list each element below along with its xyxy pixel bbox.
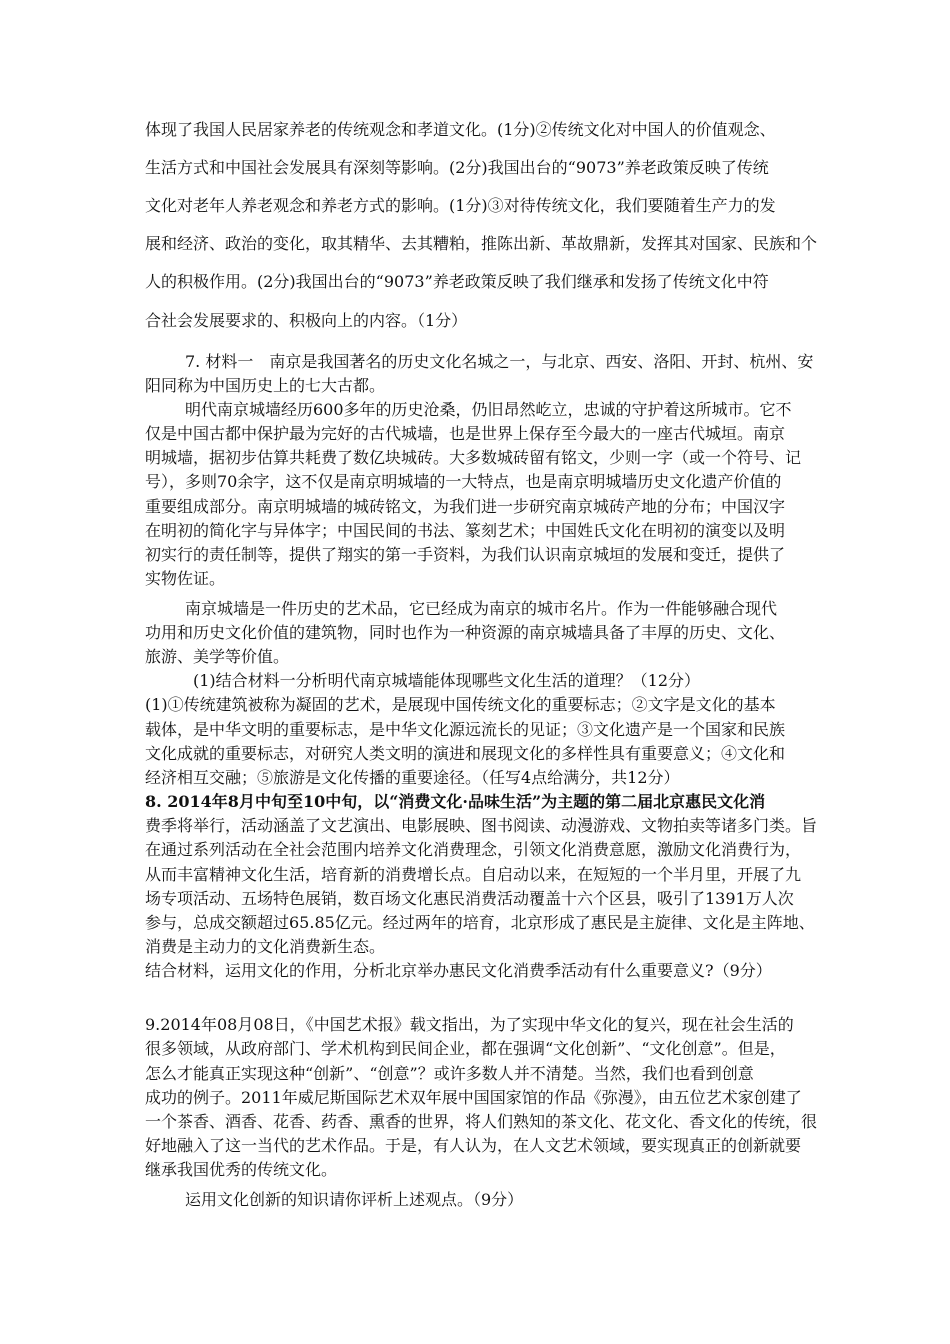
question-7-answer: 经济相互交融；⑤旅游是文化传播的重要途径。（任写4点给满分，共12分） [145,768,680,787]
question-8-line: 在通过系列活动在全社会范围内培养文化消费理念，引领文化消费意愿，激励文化消费行为， [145,840,802,859]
question-9-line: 一个茶香、酒香、花香、药香、熏香的世界，将人们熟知的茶文化、花文化、香文化的传统，很 [145,1112,818,1131]
answer-line: 人的积极作用。(2分)我国出台的“9073”养老政策反映了我们继承和发扬了传统文化中符 [145,272,769,291]
question-7-line: 仅是中国古都中保护最为完好的古代城墙，也是世界上保存至今最大的一座古代城垣。南京 [145,424,786,443]
question-9-line: 成功的例子。2011年威尼斯国际艺术双年展中国国家馆的作品《弥漫》，由五位艺术家创建了 [145,1088,802,1107]
answer-line: 体现了我国人民居家养老的传统观念和孝道文化。(1分)②传统文化对中国人的价值观念、 [145,120,776,139]
answer-line: 文化对老年人养老观念和养老方式的影响。(1分)③对待传统文化，我们要随着生产力的发 [145,196,776,215]
question-7-line: 实物佐证。 [145,569,226,588]
answer-line: 合社会发展要求的、积极向上的内容。（1分） [145,311,468,330]
question-7-line: 重要组成部分。南京明城墙的城砖铭文，为我们进一步研究南京城砖产地的分布；中国汉字 [145,497,786,516]
question-9-line: 很多领域，从政府部门、学术机构到民间企业，都在强调“文化创新”、“文化创意”。但是， [145,1039,786,1058]
question-7-line: 初实行的责任制等，提供了翔实的第一手资料，为我们认识南京城垣的发展和变迁，提供了 [145,545,786,564]
question-7-answer: 文化成就的重要标志，对研究人类文明的演进和展现文化的多样性具有重要意义；④文化和 [145,744,786,763]
question-7-line: 号），多则70余字，这不仅是南京明城墙的一大特点，也是南京明城墙历史文化遗产价值的 [145,472,782,491]
question-7-line: 旅游、美学等价值。 [145,647,290,666]
answer-line: 生活方式和中国社会发展具有深刻等影响。(2分)我国出台的“9073”养老政策反映了传统 [145,158,769,177]
question-9-line: 好地融入了这一当代的艺术作品。于是，有人认为，在人文艺术领域，要实现真正的创新就要 [145,1136,802,1155]
question-8-line: 从而丰富精神文化生活，培育新的消费增长点。自启动以来，在短短的一个半月里，开展了九 [145,865,802,884]
question-9-prompt: 运用文化创新的知识请你评析上述观点。（9分） [185,1190,524,1209]
question-7-answer: (1)①传统建筑被称为凝固的艺术，是展现中国传统文化的重要标志；②文字是文化的基本 [145,695,776,714]
question-7-answer: 载体，是中华文明的重要标志，是中华文化源远流长的见证；③文化遗产是一个国家和民族 [145,720,786,739]
question-7-line: 在明初的简化字与异体字；中国民间的书法、篆刻艺术；中国姓氏文化在明初的演变以及明 [145,521,786,540]
question-7-line: 明城墙，据初步估算共耗费了数亿块城砖。大多数城砖留有铭文，少则一字（或一个符号、记 [145,448,802,467]
question-9-line: 9.2014年08月08日，《中国艺术报》载文指出，为了实现中华文化的复兴，现在社会生活的 [145,1015,794,1034]
question-7-line: 明代南京城墙经历600多年的历史沧桑，仍旧昂然屹立，忠诚的守护着这所城市。它不 [185,400,792,419]
answer-line: 展和经济、政治的变化，取其精华、去其糟粕，推陈出新、革故鼎新，发挥其对国家、民族和个 [145,234,818,253]
question-7-line: 7. 材料一 南京是我国著名的历史文化名城之一，与北京、西安、洛阳、开封、杭州、安 [185,352,814,371]
question-8-line: 参与，总成交额超过65.85亿元。经过两年的培育，北京形成了惠民是主旋律、文化是主阵地、 [145,913,815,932]
question-8-line: 8. 2014年8月中旬至10中旬，以“消费文化·品味生活”为主题的第二届北京惠民文化消 [145,792,766,811]
question-8-line: 场专项活动、五场特色展销，数百场文化惠民消费活动覆盖十六个区县，吸引了1391万人次 [145,889,794,908]
question-9-line: 怎么才能真正实现这种“创新”、“创意”？或许多数人并不清楚。当然，我们也看到创意 [145,1064,754,1083]
question-7-line: 南京城墙是一件历史的艺术品，它已经成为南京的城市名片。作为一件能够融合现代 [185,599,778,618]
question-7-line: 功用和历史文化价值的建筑物，同时也作为一种资源的南京城墙具备了丰厚的历史、文化、 [145,623,786,642]
question-7-line: 阳同称为中国历史上的七大古都。 [145,376,386,395]
question-9-line: 继承我国优秀的传统文化。 [145,1160,338,1179]
question-7-subquestion: (1)结合材料一分析明代南京城墙能体现哪些文化生活的道理？（12分） [193,671,701,690]
question-8-prompt: 结合材料，运用文化的作用，分析北京举办惠民文化消费季活动有什么重要意义?（9分） [145,961,772,980]
question-8-line: 消费是主动力的文化消费新生态。 [145,937,386,956]
question-8-line: 费季将举行，活动涵盖了文艺演出、电影展映、图书阅读、动漫游戏、文物拍卖等诸多门类。旨 [145,816,818,835]
